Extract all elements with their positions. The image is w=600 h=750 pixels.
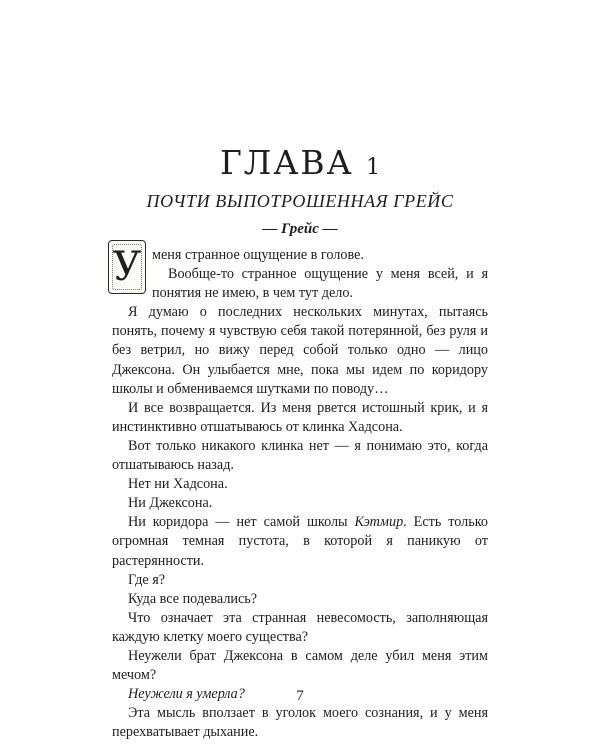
drop-cap-letter: У xyxy=(112,244,142,290)
paragraph: Вот только никакого клинка нет — я понимаю это, когда отшатываюсь назад. xyxy=(112,437,488,474)
paragraph: Нет ни Хадсона. xyxy=(128,476,228,493)
body-text xyxy=(112,246,488,742)
paragraph: Где я? xyxy=(128,571,166,588)
paragraph: Вообще-то странное ощущение у меня всей, и я понятия не имею, в чем тут дело. xyxy=(152,266,488,302)
pov-character: — Грейс — xyxy=(262,221,338,237)
page-number: 7 xyxy=(296,688,304,704)
paragraph: И все возвращается. Из меня рвется истошный крик, и я инстинктивно отшатываюсь от клинка Хадсона. xyxy=(112,399,488,435)
paragraph: Я думаю о последних нескольких минутах, пытаясь понять, почему я чувствую себя такой потерянной, без руля и без ветрил, но вижу перед собой только одно — лицо Джексона. Он улыбается мне, пока мы идем по коридору школы и обмениваемся шутками по поводу… xyxy=(112,304,488,397)
chapter-label: ГЛАВА xyxy=(219,143,354,182)
paragraph: Что означает эта странная невесомость, заполняющая каждую клетку моего существа? xyxy=(112,609,488,645)
paragraph xyxy=(112,513,488,570)
drop-cap xyxy=(108,240,146,294)
chapter-heading xyxy=(0,143,600,188)
paragraph-text-start: Ни коридора — нет самой школы xyxy=(128,514,355,531)
chapter-title: ПОЧТИ ВЫПОТРОШЕННАЯ ГРЕЙС xyxy=(146,191,454,211)
paragraph: Эта мысль вползает в уголок моего сознания, и у меня перехватывает дыхание. xyxy=(112,705,488,741)
paragraph: Куда все подевались? xyxy=(128,590,258,607)
chapter-number: 1 xyxy=(366,155,381,180)
paragraph-text: меня странное ощущение в голове. xyxy=(152,247,364,263)
school-name: Кэтмир xyxy=(354,514,404,531)
paragraph: Неужели брат Джексона в самом деле убил меня этим мечом? xyxy=(112,647,488,684)
paragraph: Ни Джексона. xyxy=(128,495,213,512)
paragraph-text-end: . Есть только огромная темная пустота, в которой я паникую от растерянности. xyxy=(112,514,488,569)
italic-thought: Неужели я умерла? xyxy=(128,686,245,703)
